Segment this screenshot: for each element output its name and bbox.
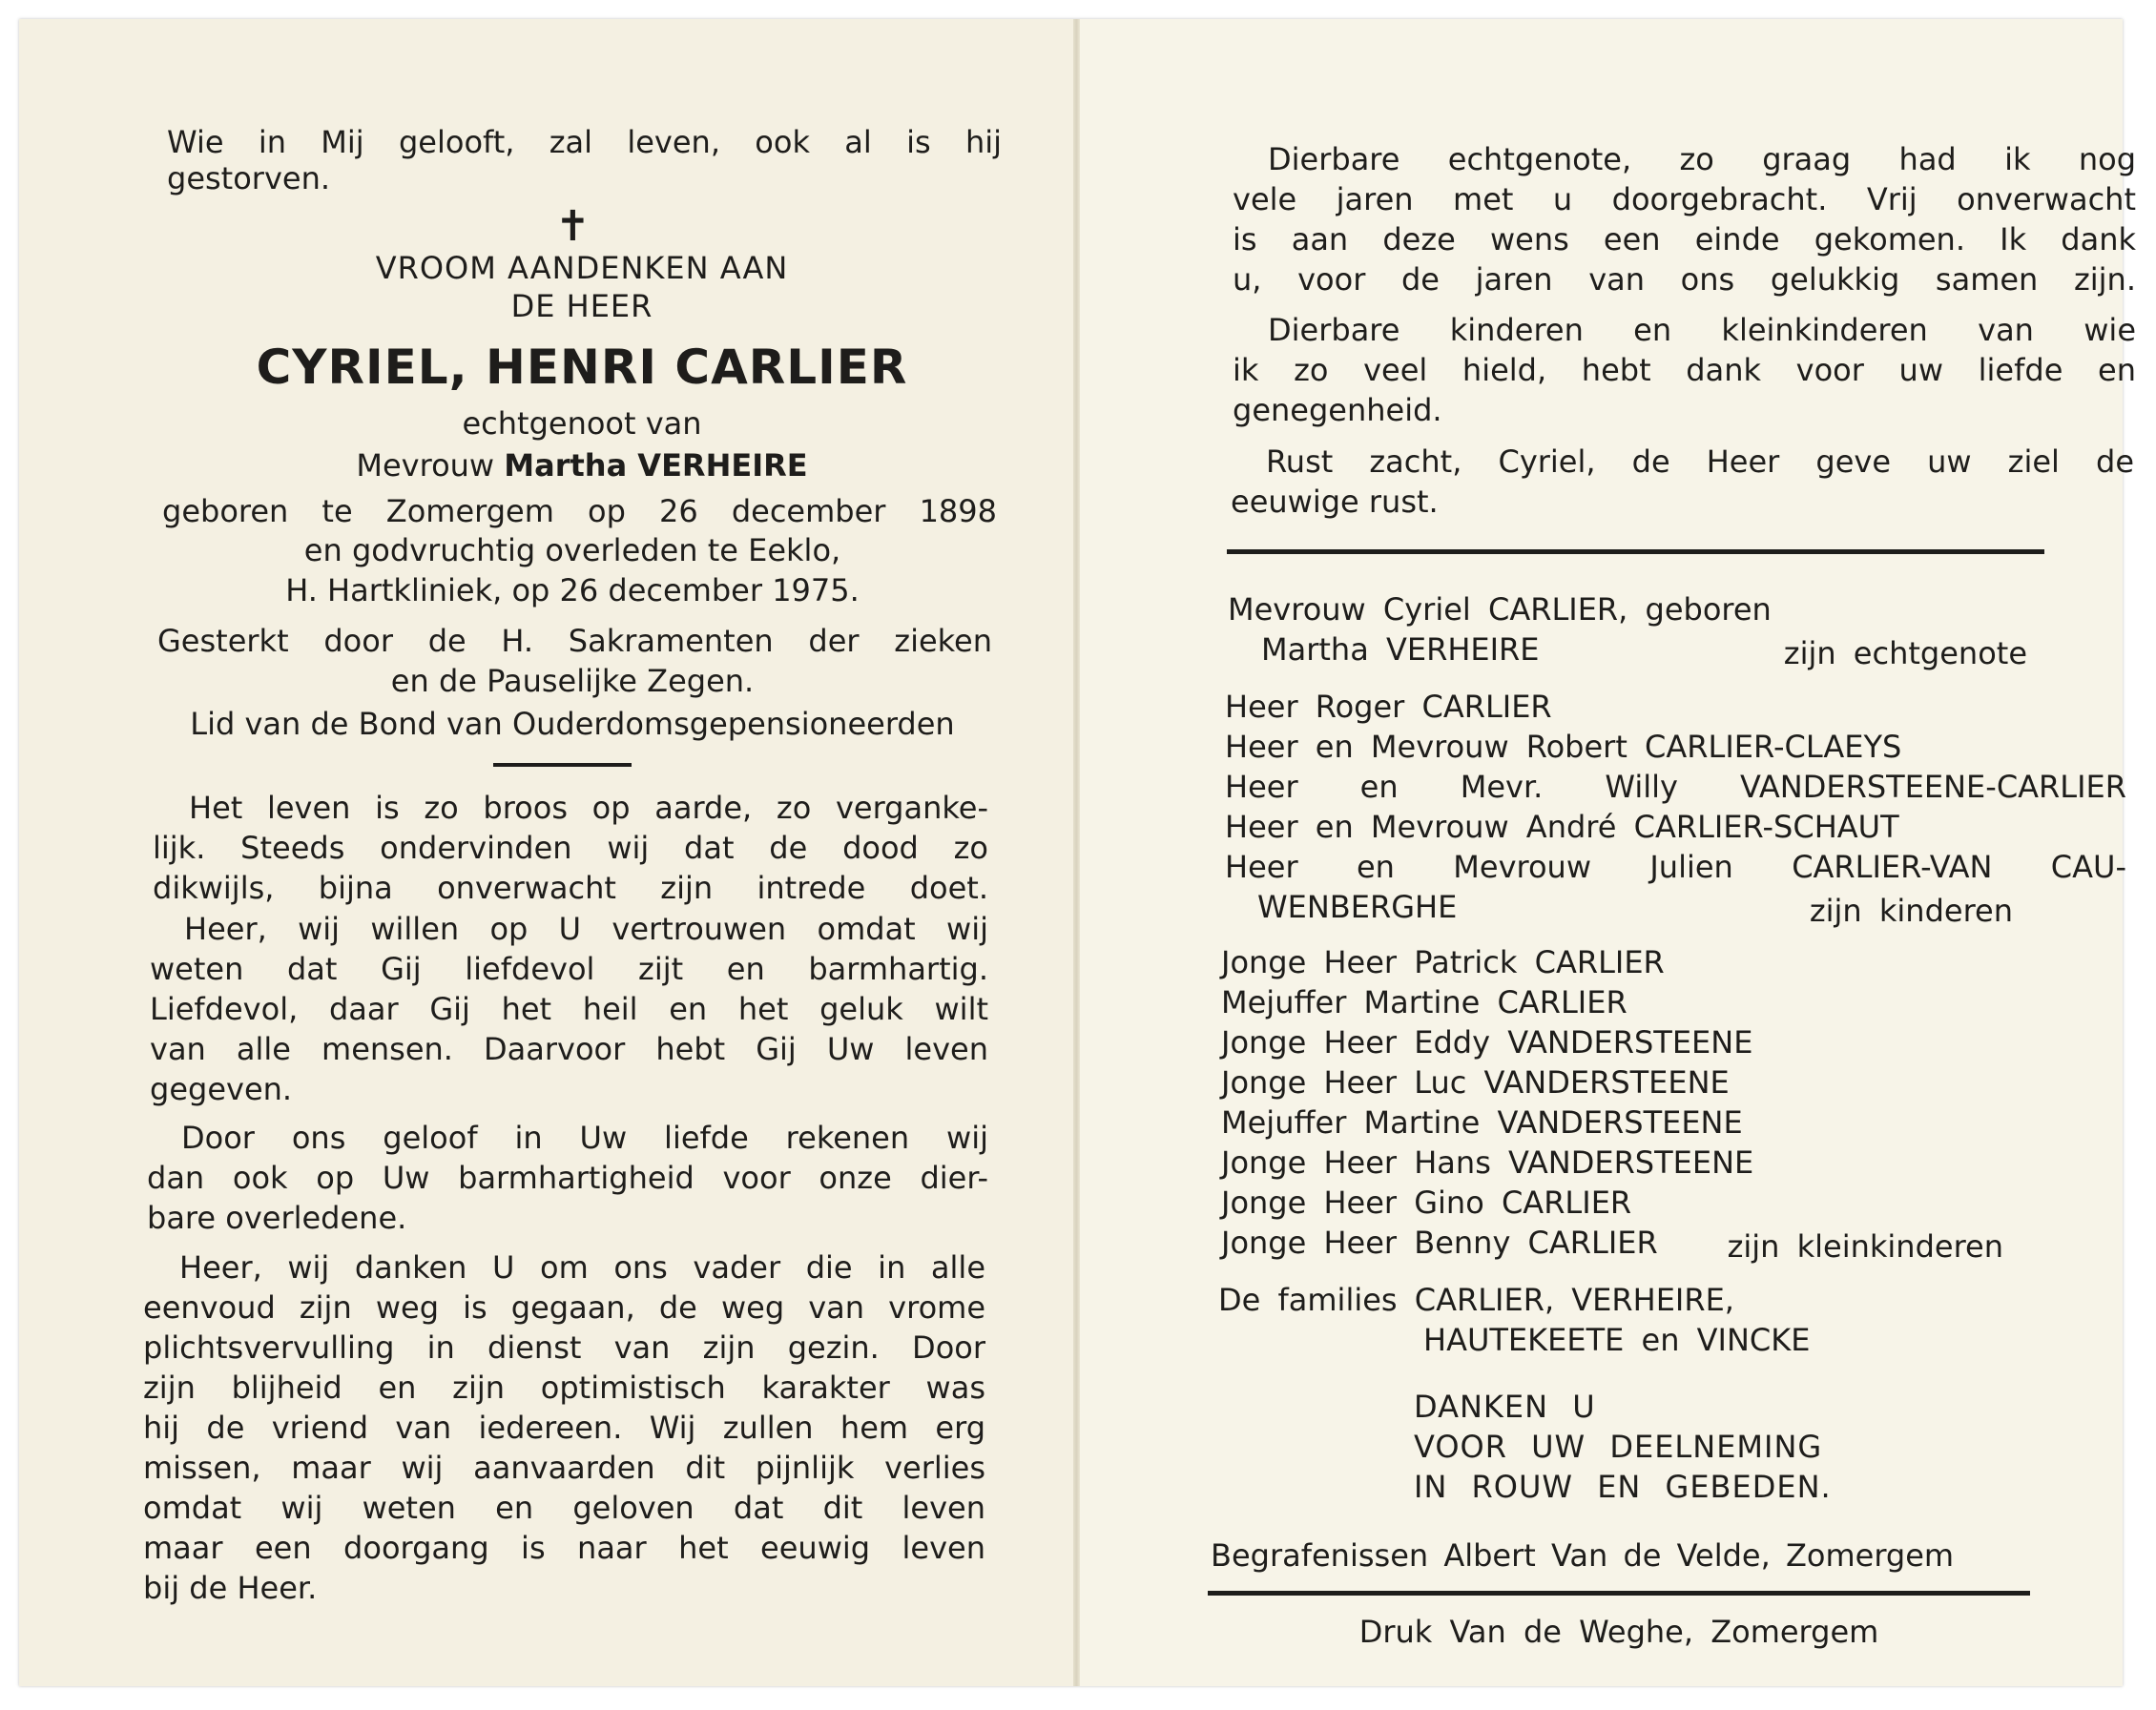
text-line: Het leven is zo broos op aarde, zo verganke-: [189, 790, 988, 826]
families-line-1: De families CARLIER, VERHEIRE,: [1218, 1282, 1734, 1318]
list-item: Heer en Mevrouw André CARLIER-SCHAUT: [1225, 809, 1899, 845]
list-item: Jonge Heer Benny CARLIER: [1221, 1225, 1658, 1261]
list-item: Mejuffer Martine VANDERSTEENE: [1221, 1104, 1743, 1141]
spouse-intro: echtgenoot van: [462, 405, 702, 442]
divider-short: [493, 763, 632, 767]
grandchildren-role: zijn kleinkinderen: [1727, 1228, 2003, 1265]
text-line: ik zo veel hield, hebt dank voor uw liefde en: [1233, 352, 2136, 388]
spouse-line: [19, 447, 1145, 484]
quote-line-1: Wie in Mij gelooft, zal leven, ook al is hij: [167, 124, 1002, 160]
sacrament-line-1: Gesterkt door de H. Sakramenten der zieken: [157, 623, 992, 659]
text-line: u, voor de jaren van ons gelukkig samen zijn.: [1233, 261, 2136, 298]
text-line: dan ook op Uw barmhartigheid voor onze dier-: [147, 1160, 988, 1196]
divider-bottom: [1208, 1591, 2030, 1596]
list-item: Heer Roger CARLIER: [1225, 689, 1552, 725]
spouse-role: zijn echtgenote: [1783, 635, 2027, 671]
list-item: Jonge Heer Hans VANDERSTEENE: [1221, 1144, 1754, 1181]
text-line: bij de Heer.: [143, 1570, 318, 1606]
text-line: bare overledene.: [147, 1200, 407, 1236]
cross-icon: ✝: [555, 202, 591, 251]
list-item: Heer en Mevr. Willy VANDERSTEENE-CARLIER: [1225, 769, 2126, 805]
heading-line-2: DE HEER: [510, 288, 653, 324]
quote-line-2: gestorven.: [167, 160, 331, 196]
list-item: Jonge Heer Gino CARLIER: [1221, 1185, 1632, 1221]
text-line: zijn blijheid en zijn optimistisch karakter was: [143, 1370, 985, 1406]
text-line: Heer, wij danken U om ons vader die in alle: [179, 1249, 985, 1286]
list-item: Heer en Mevrouw Julien CARLIER-VAN CAU-: [1225, 849, 2126, 885]
member-line: Lid van de Bond van Ouderdomsgepensioneerden: [190, 706, 955, 742]
text-line: is aan deze wens een einde gekomen. Ik dank: [1233, 221, 2136, 258]
memorial-card: [19, 19, 2136, 1686]
text-line: van alle mensen. Daarvoor hebt Gij Uw leven: [150, 1031, 988, 1067]
text-line: Liefdevol, daar Gij het heil en het geluk wilt: [150, 991, 988, 1027]
spouse-name: Martha VERHEIRE: [504, 447, 808, 484]
text-line: Rust zacht, Cyriel, de Heer geve uw ziel de: [1266, 443, 2134, 480]
deceased-name: CYRIEL, HENRI CARLIER: [256, 340, 908, 395]
children-role: zijn kinderen: [1809, 893, 2013, 929]
text-line: dikwijls, bijna onverwacht zijn intrede doet.: [153, 870, 988, 906]
text-line: vele jaren met u doorgebracht. Vrij onverwacht: [1233, 181, 2136, 217]
families-line-2: HAUTEKEETE en VINCKE: [1423, 1322, 1811, 1358]
text-line: weten dat Gij liefdevol zijt en barmhartig.: [150, 951, 988, 987]
left-panel: [19, 19, 1073, 1686]
list-item: Heer en Mevrouw Robert CARLIER-CLAEYS: [1225, 729, 1902, 765]
spouse-line-2: Martha VERHEIRE: [1261, 631, 1540, 668]
spouse-prefix: Mevrouw: [356, 447, 495, 484]
birth-line-2: en godvruchtig overleden te Eeklo,: [303, 532, 841, 568]
thanks-line-2: VOOR UW DEELNEMING: [1414, 1429, 1823, 1465]
right-panel: [1080, 19, 2136, 1686]
thanks-line-3: IN ROUW EN GEBEDEN.: [1414, 1469, 1832, 1505]
text-line: omdat wij weten en geloven dat dit leven: [143, 1490, 985, 1526]
list-item: Jonge Heer Eddy VANDERSTEENE: [1221, 1024, 1753, 1061]
text-line: gegeven.: [150, 1071, 293, 1107]
spouse-line-1: Mevrouw Cyriel CARLIER, geboren: [1228, 591, 1772, 628]
text-line: maar een doorgang is naar het eeuwig leven: [143, 1530, 985, 1566]
text-line: genegenheid.: [1233, 392, 1442, 428]
text-line: hij de vriend van iedereen. Wij zullen hem erg: [143, 1410, 985, 1446]
list-item: Jonge Heer Luc VANDERSTEENE: [1221, 1064, 1730, 1101]
card-fold: [1073, 19, 1080, 1686]
heading-line-1: VROOM AANDENKEN AAN: [375, 250, 789, 286]
text-line: Heer, wij willen op U vertrouwen omdat wij: [184, 911, 988, 947]
birth-line-3: H. Hartkliniek, op 26 december 1975.: [285, 572, 860, 608]
text-line: Dierbare kinderen en kleinkinderen van wie: [1268, 312, 2136, 348]
divider-top: [1227, 549, 2044, 554]
text-line: Dierbare echtgenote, zo graag had ik nog: [1268, 141, 2136, 177]
thanks-line-1: DANKEN U: [1414, 1389, 1596, 1425]
text-line: Door ons geloof in Uw liefde rekenen wij: [181, 1120, 988, 1156]
text-line: eeuwige rust.: [1231, 484, 1439, 520]
list-item: Mejuffer Martine CARLIER: [1221, 984, 1627, 1020]
text-line: plichtsvervulling in dienst van zijn gezin. Door: [143, 1329, 985, 1366]
text-line: missen, maar wij aanvaarden dit pijnlijk verlies: [143, 1450, 985, 1486]
list-item: Jonge Heer Patrick CARLIER: [1221, 944, 1665, 980]
text-line: eenvoud zijn weg is gegaan, de weg van vrome: [143, 1289, 985, 1326]
text-line: lijk. Steeds ondervinden wij dat de dood zo: [153, 830, 988, 866]
birth-line-1: geboren te Zomergem op 26 december 1898: [162, 493, 997, 529]
list-item: WENBERGHE: [1257, 889, 1458, 925]
sacrament-line-2: en de Pauselijke Zegen.: [390, 663, 755, 699]
printer-line: Druk Van de Weghe, Zomergem: [1358, 1614, 1879, 1650]
funeral-director: Begrafenissen Albert Van de Velde, Zomergem: [1211, 1537, 1955, 1574]
